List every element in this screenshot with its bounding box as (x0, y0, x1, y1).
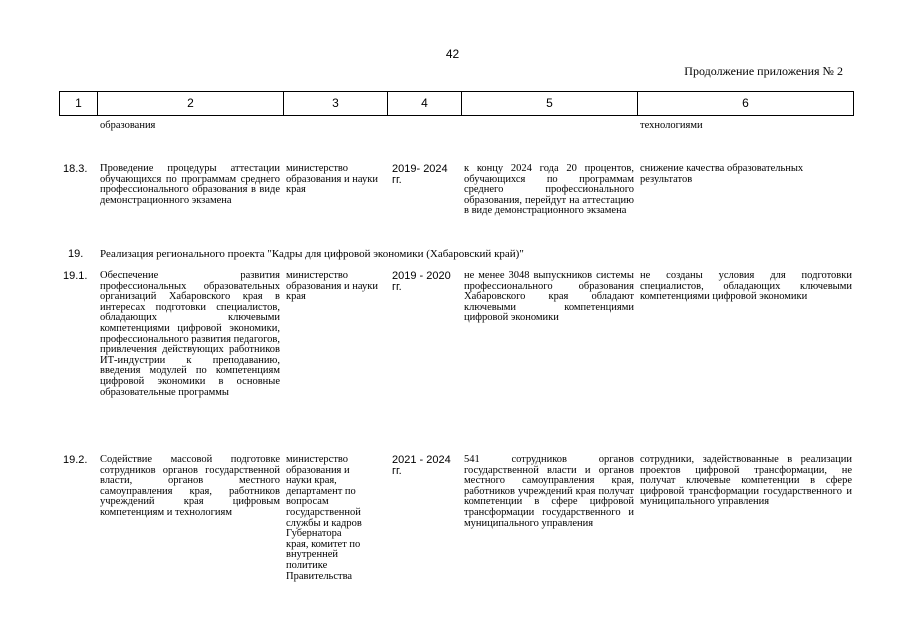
header-col-2: 2 (98, 92, 284, 115)
row-18-3-event: Проведение процедуры аттестации обучающихся по программам среднего профессионального образования в виде демонстрационного экзамена (100, 163, 280, 206)
row-18-3-consequence: снижение качества образовательных результатов (640, 163, 804, 185)
row-19-2-executor-line: департамент по (286, 485, 356, 497)
row-19-2-executor-line: Губернатора (286, 528, 342, 540)
section-19-number: 19. (68, 248, 84, 260)
row-19-1-event: Обеспечение развития профессиональных образовательных организаций Хабаровского края в интересах подготовки специалистов, обладающих ключевыми компетенциями цифровой экономики, профессионального развития педагогов, привлечения действующих работников ИТ-индустрии к преподаванию, введения модулей по компетенциям цифровой экономики в основные образовательные программы (100, 270, 280, 398)
header-col-5: 5 (462, 92, 638, 115)
header-col-6: 6 (742, 96, 749, 110)
row-19-2-executor-line: науки края, (286, 475, 337, 487)
row-18-3-executor: министерство образования и науки края (286, 163, 378, 196)
row-19-2-executor-line: вопросам (286, 496, 329, 508)
row-19-1-number: 19.1. (63, 270, 88, 282)
header-col-4: 4 (388, 92, 462, 115)
page-number: 42 (445, 47, 460, 61)
row-19-1-executor: министерство образования и науки края (286, 270, 378, 303)
row-18-3-result: к концу 2024 года 20 процентов, обучающихся по программам среднего профессионального образования, перейдут на аттестацию в виде демонстрационного экзамена (464, 163, 634, 217)
row-19-1-result: не менее 3048 выпускников системы профессионального образования Хабаровского края обладают ключевыми компетенциями цифровой экономики (464, 270, 634, 324)
row-19-1-period: 2019 - 2020 гг. (392, 270, 451, 293)
appendix-label: Продолжение приложения № 2 (684, 64, 843, 78)
row-19-2-period: 2021 - 2024 гг. (392, 454, 451, 477)
header-col-3: 3 (284, 92, 388, 115)
continuation-consequence-text: технологиями (640, 120, 703, 131)
header-col-1: 1 (60, 92, 98, 115)
continuation-event-text: образования (100, 120, 156, 131)
row-18-3-period: 2019- 2024 гг. (392, 163, 448, 186)
row-19-2-executor-line: образования и (286, 464, 350, 476)
table-header-row (59, 91, 854, 116)
row-19-2-result: 541 сотрудников органов государственной власти и органов местного самоуправления края, работников учреждений края получат компетенции в сфере цифровой трансформации государственного и муниципального управления (464, 454, 634, 529)
row-19-2-executor-line: политике (286, 559, 328, 571)
row-19-1-consequence: не созданы условия для подготовки специалистов, обладающих ключевыми компетенциями цифровой экономики (640, 270, 852, 303)
row-19-2-event: Содействие массовой подготовке сотрудников органов государственной власти, органов местного самоуправления края, работников учреждений края цифровым компетенциям и технологиям (100, 454, 280, 518)
row-19-2-executor-line: Правительства (286, 570, 353, 582)
row-19-2-executor-line: министерство (286, 454, 349, 465)
section-19-title: Реализация регионального проекта "Кадры для цифровой экономики (Хабаровский край)" (100, 248, 524, 260)
row-19-2-number: 19.2. (63, 454, 88, 466)
row-19-2-executor (286, 455, 384, 582)
row-19-2-executor-line: края, комитет по (286, 538, 361, 550)
row-19-2-executor-line: государственной (286, 506, 361, 518)
row-19-2-executor-line: службы и кадров (286, 517, 362, 529)
row-19-2-executor-line: внутренней (286, 549, 338, 561)
row-18-3-number: 18.3. (63, 163, 88, 175)
row-19-2-consequence: сотрудники, задействованные в реализации проектов цифровой трансформации, не получат ключевые компетенции в сфере цифровой трансформации государственного и муниципального управления (640, 454, 852, 508)
